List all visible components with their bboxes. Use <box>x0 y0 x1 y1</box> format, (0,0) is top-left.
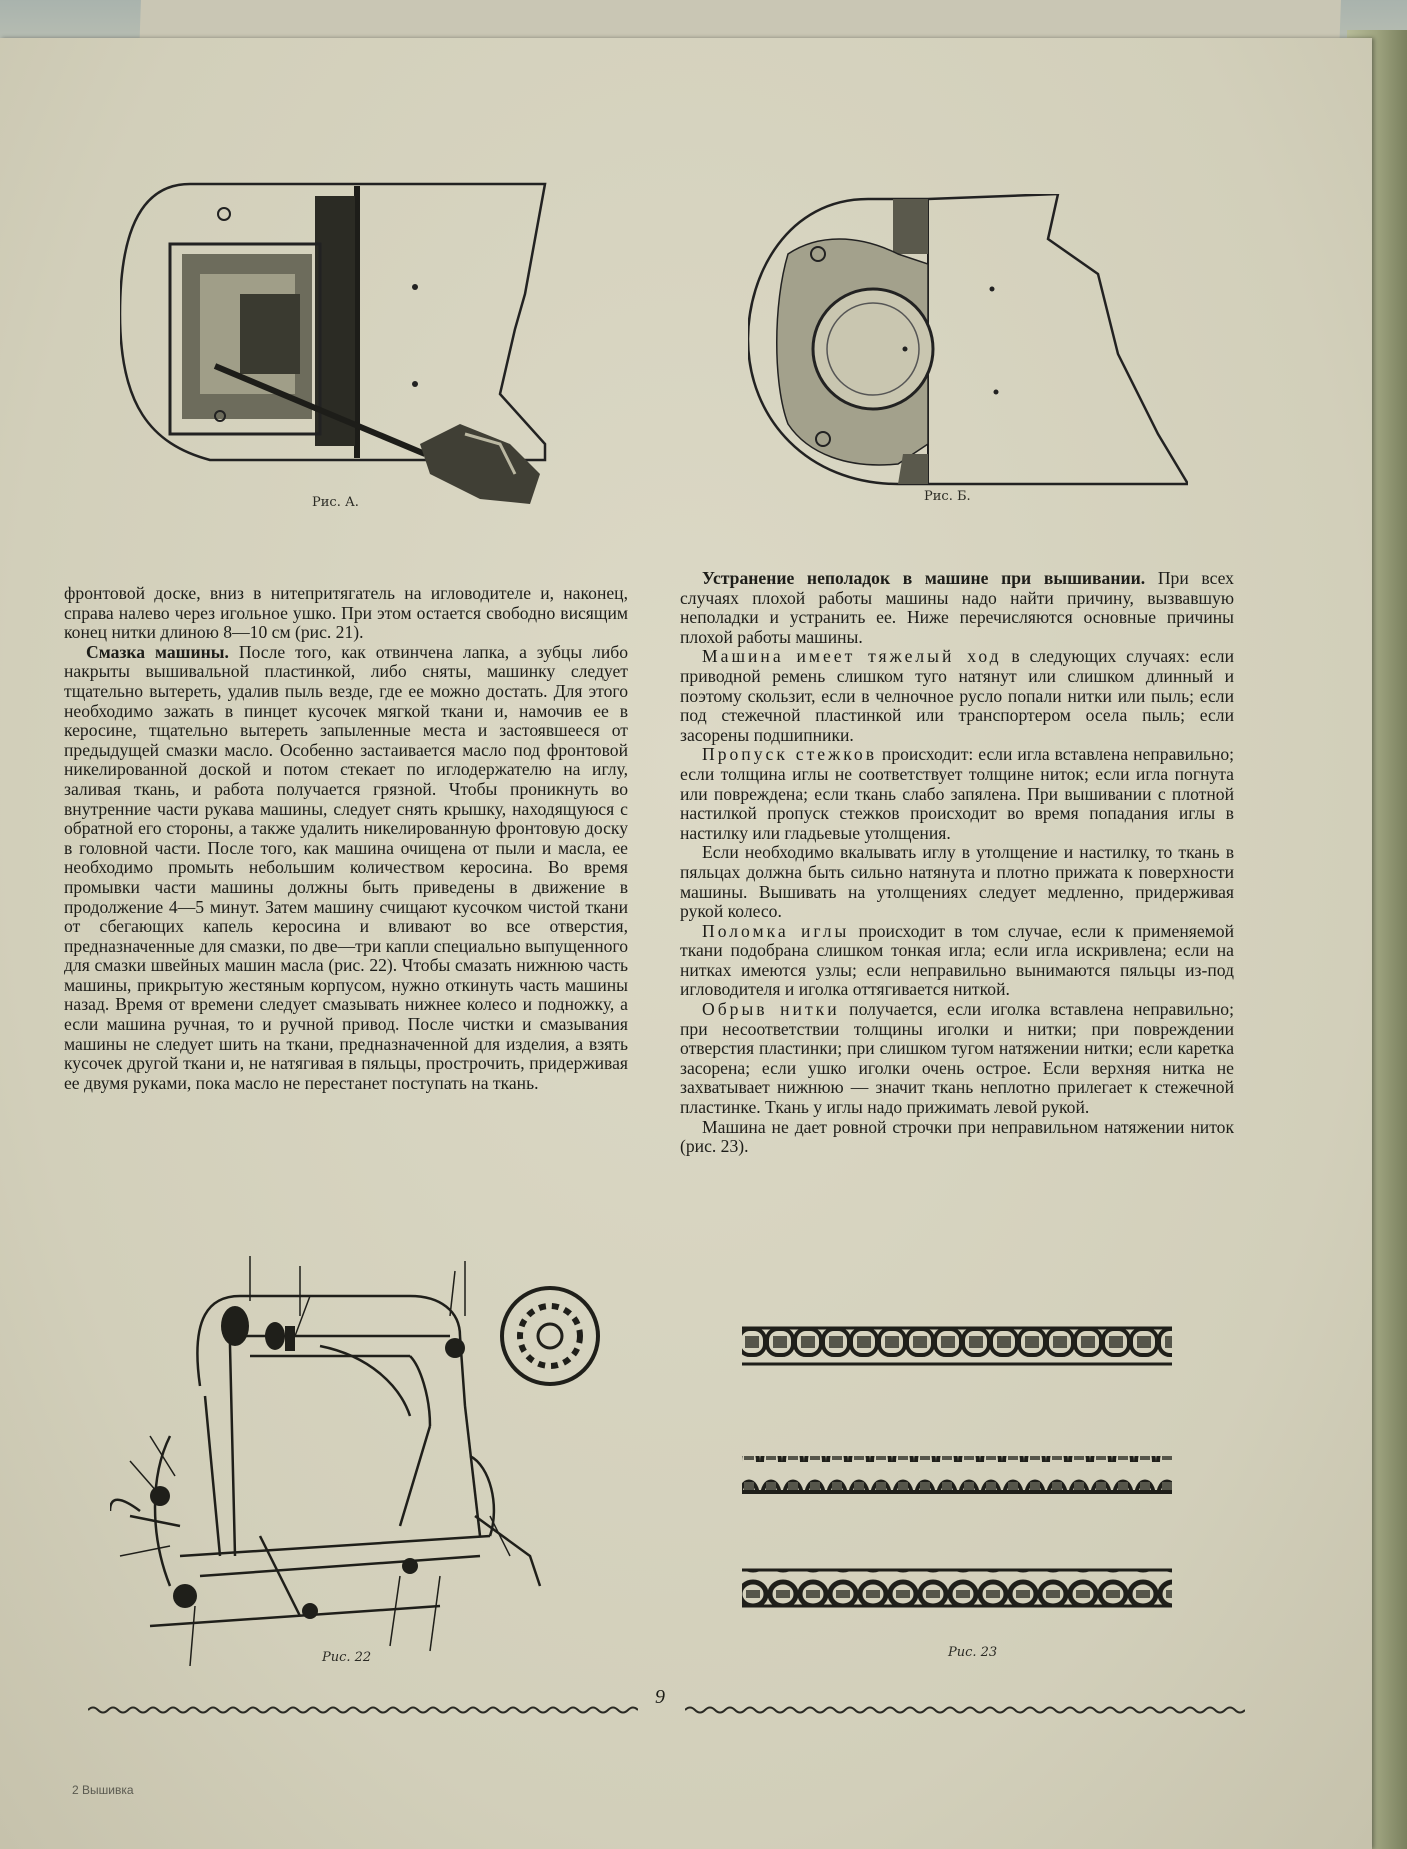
left-paragraph-2 <box>64 643 628 1094</box>
lubrication-heading: Смазка машины. <box>86 641 229 662</box>
figure-22-caption: Рис. 22 <box>322 1650 372 1665</box>
right-paragraph-7: Машина не дает ровной строчки при неправильном натяжении ниток (рис. 23). <box>680 1116 1234 1157</box>
figure-22-sewing-machine <box>110 1256 610 1676</box>
needle-break-heading: Поломка иглы <box>702 920 850 941</box>
right-paragraph-5 <box>680 922 1234 1000</box>
right-paragraph-2 <box>680 647 1234 745</box>
skipped-stitches-heading: Пропуск стежков <box>702 744 878 765</box>
printer-signature: 2 Вышивка <box>72 1783 134 1797</box>
figure-a-caption: Рис. А. <box>312 495 359 510</box>
needle-break-body: происходит в том случае, если к применяемой ткани подобрана слишком тонкая игла; если игла искривлена; если на нитках имеются узлы; если неправильно вынимаются пяльцы из-под игловодителя и иголка оттягивается ниткой. <box>680 920 1234 1000</box>
troubleshooting-heading: Устранение неполадок в машине при вышивании. <box>702 568 1146 588</box>
page-number: 9 <box>655 1686 665 1708</box>
figure-23-caption: Рис. 23 <box>948 1645 998 1660</box>
figure-b <box>748 194 1188 494</box>
figure-a <box>120 144 560 504</box>
troubleshooting-body: При всех случаях плохой работы машины надо найти причину, вызвавшую неполадки и устранить ее. Ниже перечисляются основные причины плохой работы машины. <box>680 568 1234 647</box>
right-paragraph-6 <box>680 1000 1234 1118</box>
right-paragraph-1 <box>680 569 1234 647</box>
figure-23-stitch-samples <box>738 1288 1178 1608</box>
thread-break-body: получается, если иголка вставлена неправильно; при несоответствии толщины иголки и нитки; при повреждении отверстия пластинки; при слишком тугом натяжении нитки; если каретка засорена; если ушко иголки очень острое. Если верхняя нитка не захватывает нижнюю — значит ткань неплотно прилегает к стежечной пластинке. Ткань у иглы надо прижимать левой рукой. <box>680 999 1234 1118</box>
footer-ornament-left <box>88 1700 638 1710</box>
right-paragraph-4: Если необходимо вкалывать иглу в утолщение и настилку, то ткань в пяльцах должна быть сильно натянута и плотно прижата к поверхности машины. Вышивать на утолщениях следует медленно, придерживая рукой колесо. <box>680 842 1234 922</box>
thread-break-heading: Обрыв нитки <box>702 999 840 1020</box>
left-paragraph-1: фронтовой доске, вниз в нитепритягатель на игловодителе и, наконец, справа налево через игольное ушко. При этом остается свободно висящим конец нитки длиною 8—10 см (рис. 21). <box>64 583 628 643</box>
left-text-column <box>64 584 628 1093</box>
right-text-column <box>680 569 1234 1157</box>
figure-b-caption: Рис. Б. <box>924 489 971 504</box>
footer-ornament-right <box>685 1700 1245 1710</box>
skipped-stitches-body: происходит: если игла вставлена неправильно; если толщина иглы не соответствует толщине ниток; если игла погнута или повреждена; если ткань слабо запялена. При вышивании с плотной настилкой пропуск стежков происходит во время попадания иглы в настилку или гладьевые утолщения. <box>680 744 1234 843</box>
lubrication-body: После того, как отвинчена лапка, а зубцы либо накрыты вышивальной пластинкой, либо сняты, машинку следует тщательно вытереть, удалив пыль везде, где ее можно достать. Для этого необходимо зажать в пинцет кусочек мягкой ткани и, намочив ее в керосине, тщательно вытереть запыленные места и застоявшееся от предыдущей смазки масло. Особенно застаивается масло под фронтовой никелированной доской и потом стекает по иглодержателю на иглу, заливая ткань, и работа получается грязной. Чтобы проникнуть во внутренние части рукава машины, следует снять крышку, находящуюся с обратной его стороны, а также удалить никелированную фронтовую доску в головной части. После того, как машина очищена от пыли и масла, ее необходимо промыть небольшим количеством керосина. Во время промывки части машины должны быть приведены в движение в продолжение 4—5 минут. Затем машину счищают кусочком чистой ткани от сбегающих капель керосина и вливают во все отверстия, предназначенные для смазки, по две—три капли специально выпущенного для смазки швейных машин масла (рис. 22). Чтобы смазать нижнюю часть машины, прикрытую жестяным корпусом, нужно откинуть часть машины назад. Время от времени следует смазывать нижнее колесо и подножку, а если машина ручная, то и ручной привод. После чистки и смазывания машины не следует шить на ткани, предназначенной для изделия, а взять кусочек другой ткани и, не натягивая в пяльцы, прострочить, придерживая ее двумя руками, пока масло не перестанет поступать на ткань. <box>64 641 628 1093</box>
heavy-running-heading: Машина имеет тяжелый ход <box>702 646 1002 667</box>
right-paragraph-3 <box>680 745 1234 843</box>
book-page <box>0 38 1372 1849</box>
heavy-running-body: в следующих случаях: если приводной ремень слишком туго натянут или слишком длинный и поэтому скользит, если в челночное русло попали нитки или пыль; если под стежечной пластинкой или транспортером осела пыль; если засорены подшипники. <box>680 646 1234 745</box>
